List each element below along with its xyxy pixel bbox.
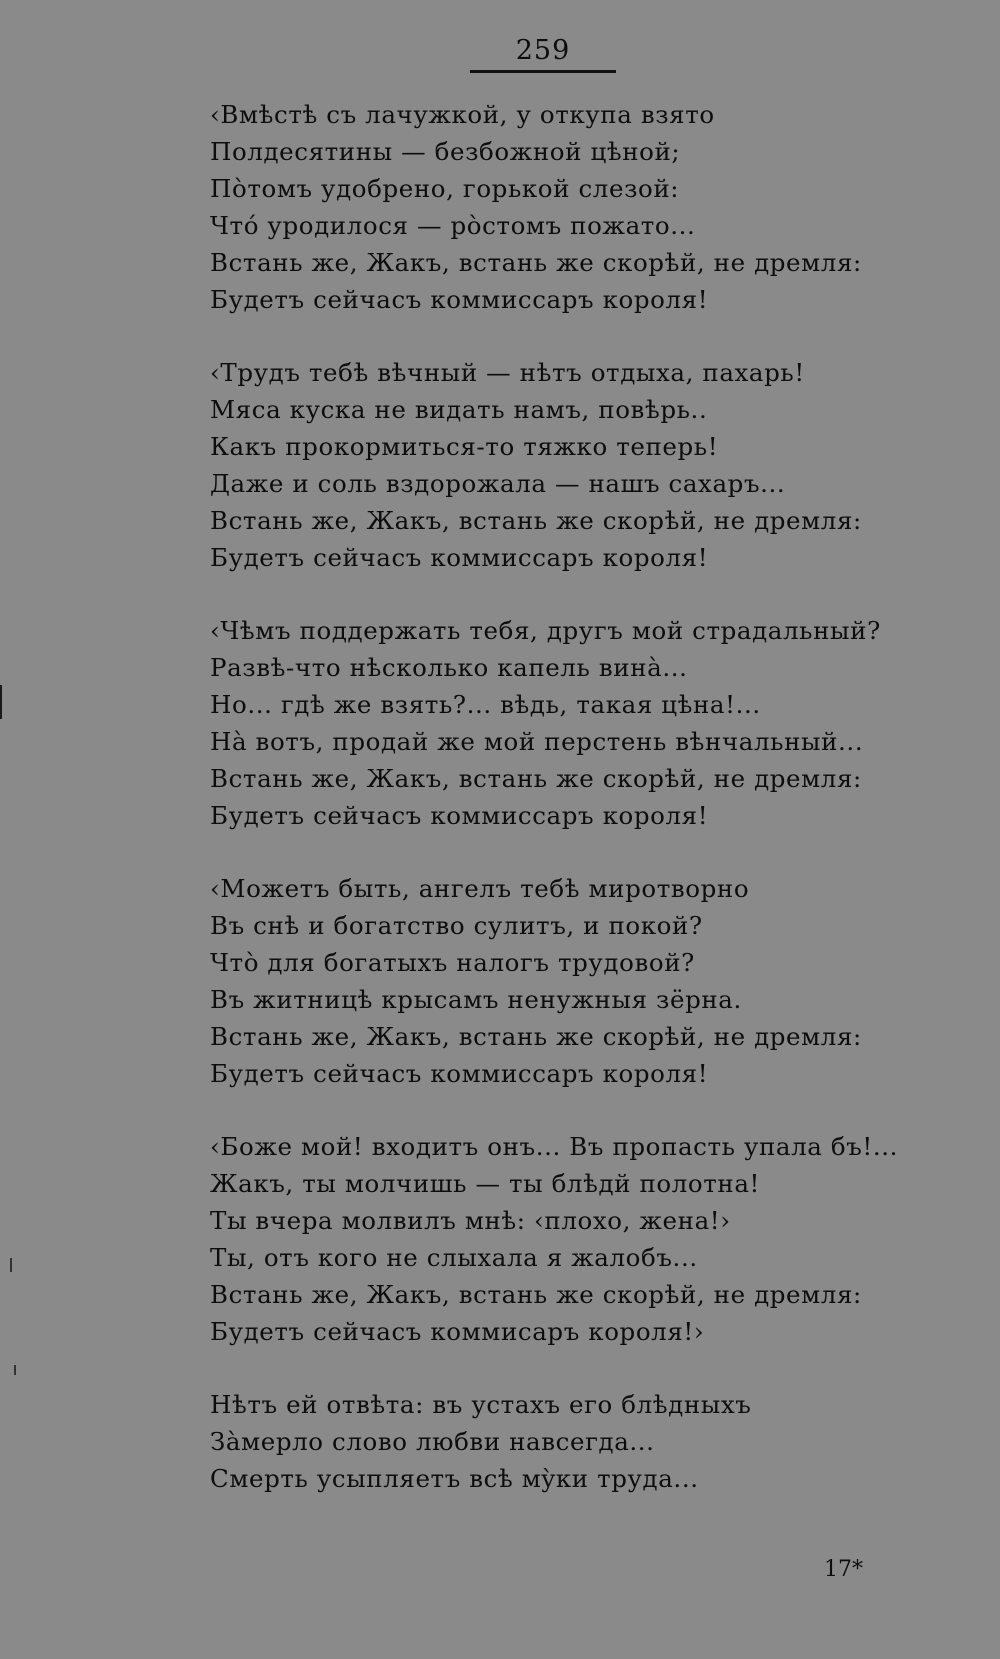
- poem-line: Какъ прокормиться-то тяжко теперь!: [210, 432, 719, 461]
- poem-line: Будетъ сейчасъ коммиссаръ короля!: [210, 1059, 709, 1088]
- poem-line: Ты, отъ кого не слыхала я жалобъ...: [210, 1243, 698, 1272]
- poem-line: Нѣтъ ей отвѣта: въ устахъ его блѣдныхъ: [210, 1390, 752, 1419]
- poem-line: ‹Чѣмъ поддержать тебя, другъ мой страдальный?: [210, 616, 881, 645]
- poem-line: Жакъ, ты молчишь — ты блѣдй полотна!: [210, 1169, 761, 1198]
- poem-line: Встань же, Жакъ, встань же скорѣй, не дремля:: [210, 1022, 862, 1051]
- poem-text: [210, 96, 910, 1497]
- poem-line: Чтó уродилося — рòстомъ пожато...: [210, 211, 696, 240]
- scan-edge-mark: [10, 1258, 12, 1272]
- poem-line: Смерть усыпляетъ всѣ мỳки труда...: [210, 1464, 699, 1493]
- poem-line: Встань же, Жакъ, встань же скорѣй, не дремля:: [210, 506, 862, 535]
- stanza-6: [210, 1386, 910, 1497]
- stanza-2: [210, 354, 910, 576]
- poem-line: Будетъ сейчасъ коммиссаръ короля!: [210, 543, 709, 572]
- poem-line: Встань же, Жакъ, встань же скорѣй, не дремля:: [210, 248, 862, 277]
- page-number-rule: [470, 70, 616, 73]
- poem-line: Будетъ сейчасъ коммиссаръ короля!: [210, 285, 709, 314]
- poem-line: Встань же, Жакъ, встань же скорѣй, не дремля:: [210, 1280, 862, 1309]
- printer-signature-mark: 17*: [824, 1557, 863, 1582]
- poem-line: Нà вотъ, продай же мой перстень вѣнчальный...: [210, 727, 864, 756]
- poem-line: Чтò для богатыхъ налогъ трудовой?: [210, 948, 695, 977]
- poem-line: Даже и соль вздорожала — нашъ сахаръ...: [210, 469, 786, 498]
- poem-line: ‹Вмѣстѣ съ лачужкой, у откупа взято: [210, 100, 715, 129]
- poem-line: Зàмерло слово любви навсегда...: [210, 1427, 655, 1456]
- poem-line: Мяса куска не видать намъ, повѣрь..: [210, 395, 708, 424]
- poem-line: ‹Трудъ тебѣ вѣчный — нѣтъ отдыха, пахарь!: [210, 358, 805, 387]
- stanza-1: [210, 96, 910, 318]
- page-number: 259: [515, 35, 571, 66]
- scan-edge-mark: [0, 685, 2, 719]
- poem-line: Ты вчера молвилъ мнѣ: ‹плохо, жена!›: [210, 1206, 731, 1235]
- poem-line: Будетъ сейчасъ коммисаръ короля!›: [210, 1317, 705, 1346]
- poem-line: Развѣ-что нѣсколько капель винà...: [210, 653, 688, 682]
- stanza-5: [210, 1128, 910, 1350]
- poem-line: Пòтомъ удобрено, горькой слезой:: [210, 174, 680, 203]
- poem-line: ‹Можетъ быть, ангелъ тебѣ миротворно: [210, 874, 750, 903]
- poem-line: ‹Боже мой! входитъ онъ... Въ пропасть упала бъ!...: [210, 1132, 899, 1161]
- scan-edge-mark: [14, 1365, 16, 1375]
- poem-line: Въ снѣ и богатство сулитъ, и покой?: [210, 911, 703, 940]
- poem-line: Будетъ сейчасъ коммиссаръ короля!: [210, 801, 709, 830]
- poem-line: Полдесятины — безбожной цѣной;: [210, 137, 681, 166]
- poem-line: Встань же, Жакъ, встань же скорѣй, не дремля:: [210, 764, 862, 793]
- stanza-3: [210, 612, 910, 834]
- stanza-4: [210, 870, 910, 1092]
- poem-line: Въ житницѣ крысамъ ненужныя зёрна.: [210, 985, 742, 1014]
- poem-line: Но... гдѣ же взять?... вѣдь, такая цѣна!...: [210, 690, 761, 719]
